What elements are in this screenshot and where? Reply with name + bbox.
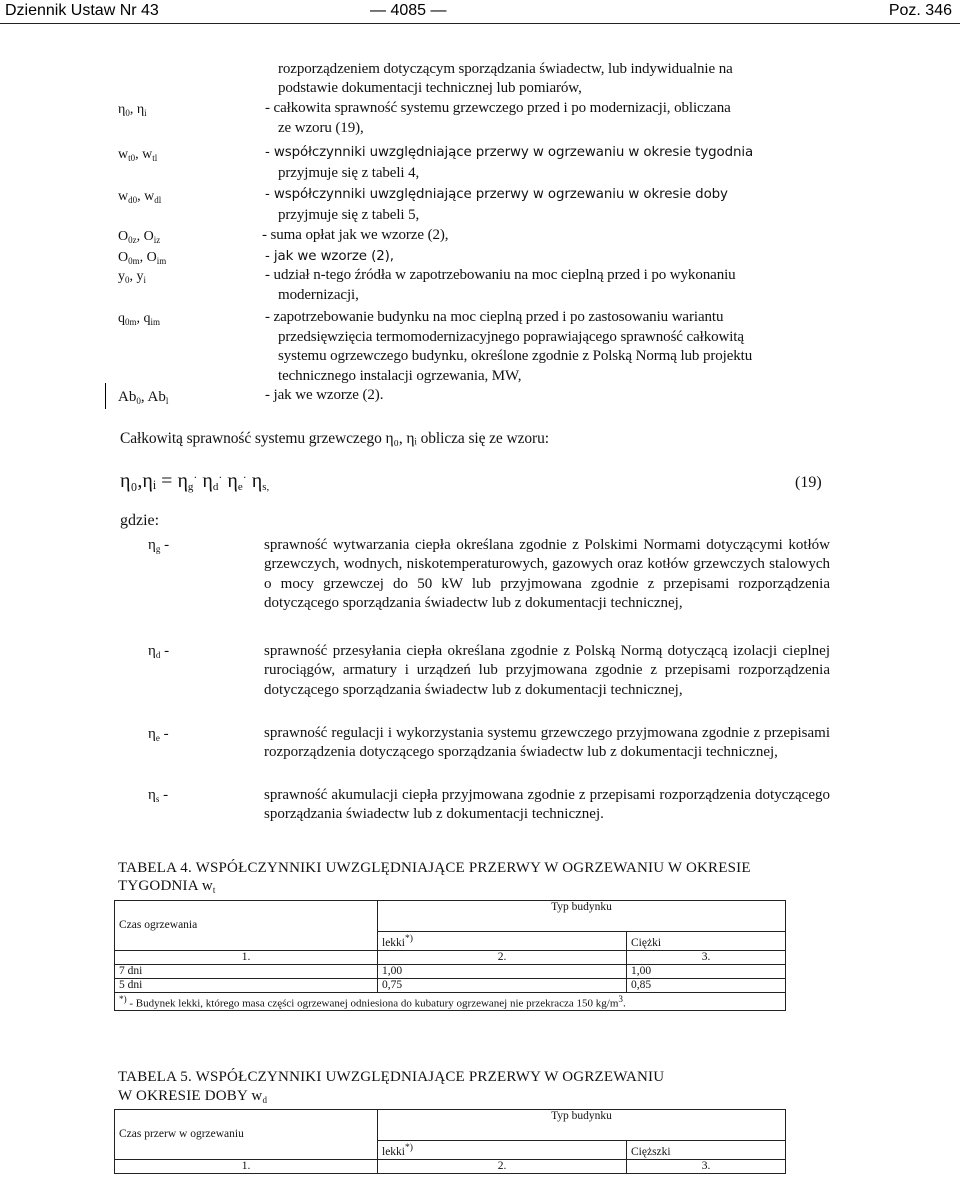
table5-num-3: 3. [627,1159,786,1173]
def-wd-line-2: przyjmuje się z tabeli 5, [278,207,420,223]
intro-line-2: podstawie dokumentacji technicznej lub pomiarów, [278,80,582,96]
symbol-Ab: $Ab_0$, $Ab_l$ [118,389,169,406]
table4-cell: 0,85 [627,978,786,992]
table-row [115,978,786,992]
table4-cell: 1,00 [378,964,627,978]
position-number: Poz. 346 [888,2,952,19]
table4-footnote: *) - Budynek lekki, którego masa części ogrzewanej odniesiona do kubatury ogrzewanej nie przekracza 150 $kg/m^3$. [115,992,786,1011]
table4-cell: 1,00 [627,964,786,978]
def-wt-line-1: - współczynniki uwzględniające przerwy w ogrzewaniu w okresie tygodnia [265,145,754,160]
def-Ab: - jak we wzorze (2). [265,387,384,403]
table4-caption-line-1: TABELA 4. WSPÓŁCZYNNIKI UWZGLĘDNIAJĄCE PRZERWY W OGRZEWANIU W OKRESIE [118,860,751,876]
eta-s-label: $\eta_s$ - [148,787,169,804]
eta-d-label: $\eta_d$ - [148,643,170,660]
def-q-line-2: przedsięwzięcia termomodernizacyjnego poprawiającego sprawność całkowitą [278,329,744,345]
table4-caption-line-2: TYGODNIA $w_t$ [118,878,216,895]
table4-header-lekki: lekki*) [378,932,627,951]
table5-num-1: 1. [115,1159,378,1173]
change-bar [105,383,106,409]
symbol-wd: $w_{d0}$, $w_{dl}$ [118,189,162,205]
table5-num-2: 2. [378,1159,627,1173]
table4-num-2: 2. [378,950,627,964]
intro-line-1: rozporządzeniem dotyczącym sporządzania świadectw, lub indywidualnie na [278,61,733,77]
table4-header-czas: Czas ogrzewania [115,901,378,951]
table5-caption-line-1: TABELA 5. WSPÓŁCZYNNIKI UWZGLĘDNIAJĄCE PRZERWY W OGRZEWANIU [118,1069,665,1085]
table5-header-lekki: lekki*) [378,1141,627,1160]
table4-cell: 5 dni [115,978,378,992]
header-rule [0,23,960,24]
table4-cell: 7 dni [115,964,378,978]
def-y-line-1: - udział n-tego źródła w zapotrzebowaniu na moc cieplną przed i po wykonaniu [265,267,736,283]
def-eta-e: sprawność regulacji i wykorzystania systemu grzewczego przyjmowana zgodnie z przepisami rozporządzenia dotyczącego sporządzania świadectw lub z dokumentacji technicznej, [264,725,830,761]
def-y-line-2: modernizacji, [278,287,359,303]
table4-num-1: 1. [115,950,378,964]
formula-19: η₀,ηᵢ = $\eta_g^\cdot$ $\eta_d^\cdot$ $\eta_e^\cdot$ $\eta_{s,}$ [120,470,270,493]
table4-cell: 0,75 [378,978,627,992]
def-q-line-1: - zapotrzebowanie budynku na moc cieplną przed i po zastosowaniu wariantu [265,309,724,325]
table5-header-typ: Typ budynku [378,1110,786,1141]
table4-header-typ: Typ budynku [378,901,786,932]
journal-title: Dziennik Ustaw Nr 43 [5,2,159,19]
def-Oz: - suma opłat jak we wzorze (2), [262,227,449,243]
symbol-wt: $w_{t0}$, $w_{tl}$ [118,147,158,163]
efficiency-sentence: Całkowitą sprawność systemu grzewczego η₀, ηᵢ oblicza się ze wzoru: [120,430,549,447]
table5-caption-line-2: W OKRESIE DOBY $w_d$ [118,1088,268,1105]
symbol-eta0-etai: $\eta_0$, $\eta_i$ [118,102,147,118]
formula-number: (19) [795,474,822,491]
def-q-line-4: technicznego instalacji ogrzewania, MW, [278,368,522,384]
table4 [114,900,786,1011]
table4-num-3: 3. [627,950,786,964]
gdzie-label: gdzie: [120,512,160,529]
symbol-q: $q_{0m}$, $q_{im}$ [118,311,161,327]
symbol-Oz: $O_{0z}$, $O_{iz}$ [118,229,161,245]
def-eta-line-2: ze wzoru (19), [278,120,364,136]
def-wd-line-1: - współczynniki uwzględniające przerwy w ogrzewaniu w okresie doby [265,187,728,202]
table5 [114,1109,786,1174]
def-q-line-3: systemu ogrzewczego budynku, określone zgodnie z Polską Normą lub projektu [278,348,753,364]
def-eta-d: sprawność przesyłania ciepła określana zgodnie z Polską Normą dotyczącą izolacji cieplnej rurociągów, armatury i urządzeń lub przyjmowana zgodnie z przepisami rozporządzenia dotyczącego sporządzania świadectw lub z dokumentacji technicznej, [264,643,830,698]
symbol-y: $y_0$, $y_i$ [118,269,147,285]
eta-g-label: $\eta_g$ - [148,537,170,554]
def-eta-s: sprawność akumulacji ciepła przyjmowana zgodnie z przepisami rozporządzenia dotyczącego sporządzania świadectw lub z dokumentacji technicznej. [264,787,830,823]
page-number: — 4085 — [370,2,447,19]
symbol-Om: $O_{0m}$, $O_{im}$ [118,250,167,266]
eta-e-label: $\eta_e$ - [148,726,169,743]
table5-header-czas: Czas przerw w ogrzewaniu [115,1110,378,1160]
table-row [115,964,786,978]
table5-header-ciezki: Cięższki [627,1141,786,1160]
def-eta-line-1: - całkowita sprawność systemu grzewczego przed i po modernizacji, obliczana [265,100,731,116]
table4-header-ciezki: Ciężki [627,932,786,951]
def-wt-line-2: przyjmuje się z tabeli 4, [278,165,420,181]
def-Om: - jak we wzorze (2), [265,249,394,264]
def-eta-g: sprawność wytwarzania ciepła określana zgodnie z Polskimi Normami dotyczącymi kotłów grzewczych, wodnych, niskotemperaturowych, gazowych oraz kotłów grzewczych stalowych o mocy grzewczej do 50 kW lub przyjmowana zgodnie z przepisami rozporządzenia dotyczącego sporządzania świadectw lub z dokumentacji technicznej, [264,537,830,612]
